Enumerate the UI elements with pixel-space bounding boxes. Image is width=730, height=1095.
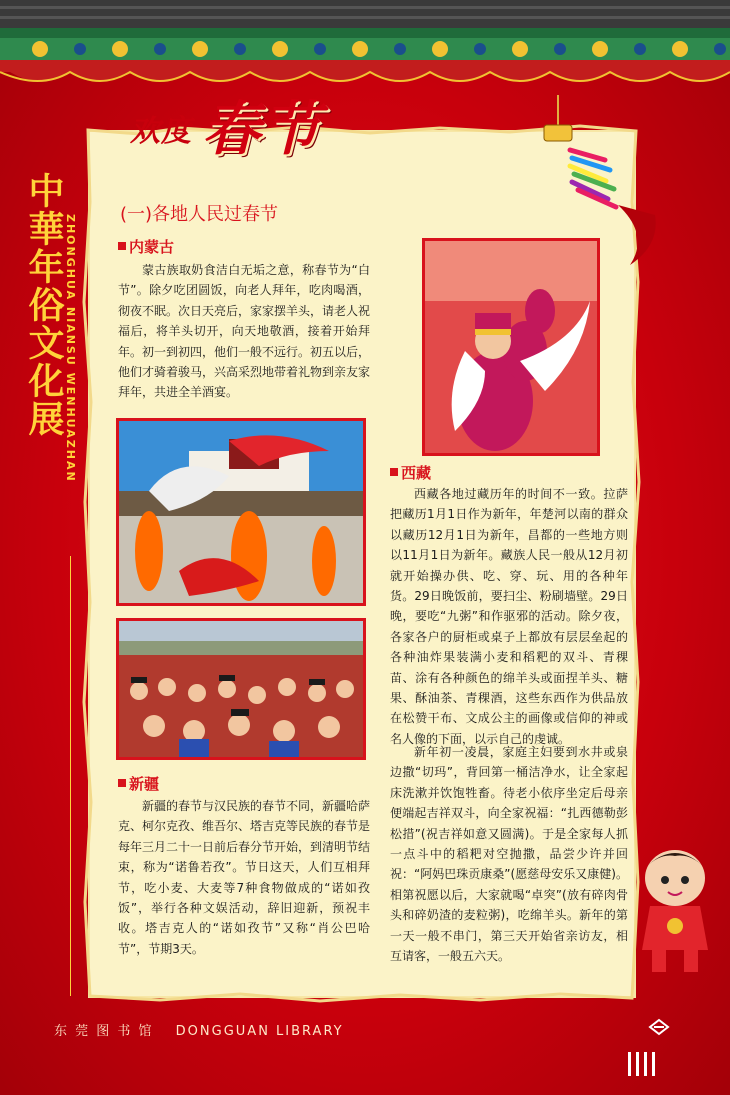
side-divider-line xyxy=(70,556,71,996)
side-title-pinyin: ZHONGHUA NIANSU WENHUAZHAN xyxy=(64,214,77,483)
section-heading: (一)各地人民过春节 xyxy=(120,204,279,225)
footer-library-en: DONGGUAN LIBRARY xyxy=(175,1024,344,1039)
title-big-text: 春节 xyxy=(202,95,323,163)
region-name: 西藏 xyxy=(401,464,432,482)
region-name: 内蒙古 xyxy=(129,238,175,256)
crowd-image xyxy=(119,621,363,757)
region-heading-inner-mongolia xyxy=(118,236,174,257)
square-bullet-icon xyxy=(118,779,126,787)
photo-palace-dancers xyxy=(116,418,366,606)
footer-library-name xyxy=(54,1020,360,1039)
paragraph-tibet-2: 新年初一凌晨，家庭主妇要到水井或泉边撒“切玛”，背回第一桶洁净水，让全家起床洗漱并饮饱牲畜。待老小依序坐定后母亲便端起吉祥双斗，向全家祝福：“扎西德勒彭松措”(祝吉祥如意又圆满)。于是全家每人抓一点斗中的稻粑对空抛撒，品尝少许并回祝：“阿妈巴珠贡康桑”(愿慈母安乐又康健)。相第祝愿以后，大家就喝“卓突”(放有碎肉骨头和碎奶渣的麦粒粥)，吃绵羊头。新年的第一天一般不串门，第三天开始省亲访友，相互请客，一般五六天。 xyxy=(390,745,628,964)
paragraph-inner-mongolia: 蒙古族取奶食洁白无垢之意，称春节为“白节”。除夕吃团圆饭，向老人拜年，吃肉喝酒，彻夜不眠。次日天亮后，家家摆羊头，请老人祝福后，将羊头切开，向天地敬酒，接着开始拜年。初一到初四，他们一般不远行。初五以后，他们才骑着骏马，兴高采烈地带着礼物到亲友家拜年，共进全羊酒宴。 xyxy=(118,263,371,400)
side-title-text: 中華年俗文化展 xyxy=(23,172,65,438)
photo-mongolian-crowd xyxy=(116,618,366,760)
square-bullet-icon xyxy=(118,242,126,250)
paragraph-tibet-1: 西藏各地过藏历年的时间不一致。拉萨把藏历1月1日作为新年，年楚河以南的群众以藏历12月1日为新年，昌都的一些地方则以11月1日为新年。藏族人民一般从12月初就开始操办供、吃、穿、玩、用的各种年货。29日晚饭前，要扫尘、粉刷墙壁。29日晚，要吃“九粥”和作驱邪的活动。除夕夜，各家各户的厨柜或桌子上都放有层层垒起的各种油炸果装满小麦和稻粑的双斗、青稞苗、涂有各种颜色的绵羊头或面捏羊头、糖果、酥油茶、青稞酒，这些东西作为供品放在松赞干布、文成公主的画像或信仰的神或名人像的下面，以示自己的虔诚。 xyxy=(390,487,628,746)
square-bullet-icon xyxy=(390,468,398,476)
cartoon-child-mascot xyxy=(630,838,720,978)
region-heading-tibet xyxy=(390,462,431,483)
title-small-text: 欢度 xyxy=(130,114,192,149)
region-heading-xinjiang xyxy=(118,773,159,794)
region-name: 新疆 xyxy=(129,775,160,793)
palace-dance-image xyxy=(119,421,363,603)
festival-title xyxy=(130,88,340,163)
dancers-image xyxy=(425,241,597,453)
roof-eave-decoration xyxy=(0,0,730,95)
paragraph-xinjiang: 新疆的春节与汉民族的春节不同，新疆哈萨克、柯尔克孜、维吾尔、塔吉克等民族的春节是每年三月二十一日前后春分节开始，到清明节结束，称为“诺鲁若孜”。节日这天，人们互相拜节，吃小麦、大麦等7种食物做成的“诺如孜饭”，举行各种文娱活动，辞旧迎新，预祝丰收。塔吉克人的“诺如孜节”又称“肖公巴哈节”，节期3天。 xyxy=(118,799,371,956)
footer-stripes-decoration xyxy=(628,1052,668,1076)
footer-library-cn: 东 莞 图 书 馆 xyxy=(54,1024,154,1039)
side-title xyxy=(22,172,66,438)
library-logo-icon xyxy=(648,1018,670,1036)
photo-mongolian-dancers xyxy=(422,238,600,456)
